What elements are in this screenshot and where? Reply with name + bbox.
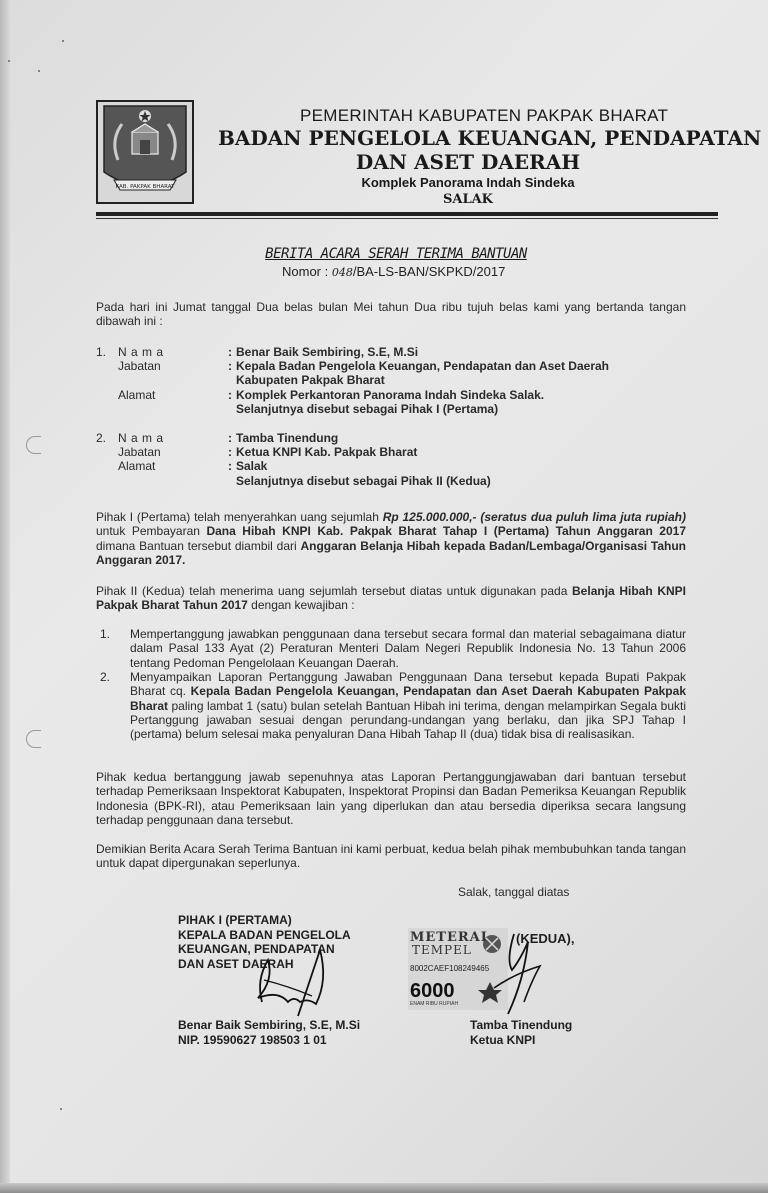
right-signatory-title: Ketua KNPI bbox=[470, 1033, 536, 1047]
party2-name: Tamba Tinendung bbox=[236, 431, 339, 445]
party2-designation: Selanjutnya disebut sebagai Pihak II (Kedua) bbox=[236, 474, 491, 488]
party2-address-label: Alamat bbox=[118, 459, 156, 473]
left-signatory-name: Benar Baik Sembiring, S.E, M.Si bbox=[178, 1018, 361, 1032]
intro-paragraph: Pada hari ini Jumat tanggal Dua belas bulan Mei tahun Dua ribu tujuh belas kami yang bertanda tangan dibawah ini : bbox=[96, 300, 686, 329]
left-signatory-nip: NIP. 19590627 198503 1 01 bbox=[178, 1033, 327, 1047]
para1-amount: Rp 125.000.000,- bbox=[382, 510, 481, 524]
page-bottom-shadow bbox=[0, 1183, 768, 1193]
para1-grant-name: Dana Hibah KNPI Kab. Pakpak Bharat Tahap I (Pertama) Tahun Anggaran 2017 bbox=[206, 524, 687, 539]
party1-designation: Selanjutnya disebut sebagai Pihak I (Pertama) bbox=[236, 402, 499, 416]
para1-text-a: Pihak I (Pertama) telah menyerahkan uang sejumlah bbox=[96, 510, 383, 524]
stamp-value: 6000 bbox=[410, 980, 455, 1002]
party2-name-label: N a m a bbox=[118, 431, 164, 445]
closing-paragraph: Demikian Berita Acara Serah Terima Bantuan ini kami perbuat, kedua belah pihak membubuhkan tanda tangan untuk dapat dipergunakan seperlunya. bbox=[96, 842, 686, 871]
obligation-1-number: 1. bbox=[100, 627, 111, 641]
stamp-serial: 8002CAEF108249465 bbox=[410, 964, 490, 973]
party2-position-label: Jabatan bbox=[118, 445, 161, 459]
party1-address-colon: : bbox=[228, 388, 232, 402]
party2-position: Ketua KNPI Kab. Pakpak Bharat bbox=[236, 445, 418, 459]
left-handwritten-signature bbox=[228, 940, 338, 1020]
obligation-2-text bbox=[130, 670, 686, 741]
party1-number: 1. bbox=[96, 345, 107, 359]
place-and-date: Salak, tanggal diatas bbox=[458, 885, 570, 899]
para2-text-b: dengan kewajiban : bbox=[247, 598, 355, 613]
left-sig-line2: KEPALA BADAN PENGELOLA bbox=[178, 927, 351, 942]
stamp-label-2: TEMPEL bbox=[412, 943, 472, 957]
para1-budget-source: Anggaran Belanja Hibah kepada Badan/Lembaga/Organisasi Tahun Anggaran 2017. bbox=[96, 538, 687, 567]
dust-speck bbox=[62, 40, 64, 42]
right-signatory-role: (KEDUA), bbox=[516, 931, 575, 946]
party1-name-label: N a m a bbox=[118, 345, 164, 359]
document-title: BERITA ACARA SERAH TERIMA BANTUAN bbox=[265, 246, 527, 262]
party1-name-colon: : bbox=[228, 345, 232, 359]
number-handwritten: 048 bbox=[331, 266, 353, 279]
letterhead-agency-line2: DAN ASET DAERAH bbox=[355, 150, 581, 174]
dust-speck bbox=[8, 60, 10, 62]
letterhead-divider-thick bbox=[96, 212, 718, 216]
para1-amount-words: (seratus dua puluh lima juta rupiah) bbox=[480, 510, 687, 524]
right-signatory-name: Tamba Tinendung bbox=[470, 1018, 573, 1032]
responsibility-paragraph: Pihak kedua bertanggung jawab sepenuhnya atas Laporan Pertanggungjawaban dari bantuan tersebut terhadap Pemeriksaan Inspektorat Kabupaten, Inspektorat Propinsi dan Badan Pemeriksa Keuangan Republik Indonesia (BPK-RI), atau Pemeriksaan lain yang diperlukan dan atau bersedia diperiksa secara langsung terhadap penggunaan dana tersebut. bbox=[96, 770, 686, 827]
party1-name: Benar Baik Sembiring, S.E, M.Si bbox=[236, 345, 419, 359]
left-sig-line3: KEUANGAN, PENDAPATAN bbox=[178, 942, 335, 956]
party1-position-label: Jabatan bbox=[118, 359, 161, 373]
dust-speck bbox=[38, 70, 40, 72]
para1-text-b: untuk Pembayaran bbox=[96, 524, 207, 539]
stamp-value-words: ENAM RIBU RUPIAH bbox=[410, 1001, 459, 1007]
para2-usage: Belanja Hibah KNPI Pakpak Bharat Tahun 2017 bbox=[96, 584, 686, 613]
number-code: /BA-LS-BAN/SKPKD/2017 bbox=[352, 264, 506, 279]
dust-speck bbox=[60, 1108, 62, 1110]
party1-address-label: Alamat bbox=[118, 388, 156, 402]
para1-text-c: dimana Bantuan tersebut diambil dari bbox=[96, 538, 301, 553]
receipt-paragraph bbox=[96, 584, 686, 613]
handover-paragraph bbox=[96, 510, 686, 567]
number-label: Nomor : bbox=[282, 264, 332, 279]
party2-number: 2. bbox=[96, 431, 107, 445]
stamp-label-1: METERAI bbox=[410, 930, 488, 945]
party1-position-colon: : bbox=[228, 359, 232, 373]
letterhead-city: SALAK bbox=[442, 192, 493, 207]
document-number bbox=[282, 264, 505, 279]
party2-address: Salak bbox=[236, 459, 268, 473]
left-sig-line4: DAN ASET DAERAH bbox=[178, 956, 294, 971]
page-edge-shadow bbox=[0, 0, 10, 1193]
party1-position-line2: Kabupaten Pakpak Bharat bbox=[236, 373, 385, 387]
party1-position-line1: Kepala Badan Pengelola Keuangan, Pendapatan dan Aset Daerah bbox=[236, 359, 609, 373]
regency-emblem-logo bbox=[96, 100, 194, 204]
obligation-2-number: 2. bbox=[100, 670, 111, 684]
obligation-2-recipient: Kepala Badan Pengelola Keuangan, Pendapatan dan Aset Daerah Kabupaten Pakpak Bharat bbox=[130, 684, 686, 713]
obligation-2-text-a: Menyampaikan Laporan Pertanggung Jawaban Penggunaan Dana tersebut kepada Bupati Pakpak Bharat cq. bbox=[130, 670, 686, 699]
party2-position-colon: : bbox=[228, 445, 232, 459]
punch-hole-mark bbox=[26, 730, 41, 748]
obligation-1-text: Mempertanggung jawabkan penggunaan dana tersebut secara formal dan material sebagaimana diatur dalam Pasal 133 Ayat (2) Peraturan Menteri Dalam Negeri Republik Indonesia No. 13 Tahun 2006 tentang Pedoman Pengelolaan Keuangan Daerah. bbox=[130, 627, 686, 670]
obligation-2-text-b: paling lambat 1 (satu) bulan setelah Bantuan Hibah ini terima, dengan melampirkan Segala bukti Pertanggung jawaban sesuai dengan perundang-undangan yang berlaku, dan jika SPJ Tahap I (pertama) belum selesai maka penyaluran Dana Hibah Tahap II (dua) tidak bisa di realisasikan. bbox=[130, 698, 686, 742]
punch-hole-mark bbox=[26, 436, 41, 454]
party1-address: Komplek Perkantoran Panorama Indah Sindeka Salak. bbox=[236, 388, 545, 402]
left-sig-line1: PIHAK I (PERTAMA) bbox=[178, 913, 292, 927]
letterhead-government: PEMERINTAH KABUPATEN PAKPAK BHARAT bbox=[300, 106, 669, 125]
right-handwritten-signature bbox=[484, 930, 564, 1020]
letterhead-divider-thin bbox=[96, 218, 718, 219]
letterhead-address: Komplek Panorama Indah Sindeka bbox=[361, 175, 575, 190]
party2-address-colon: : bbox=[228, 459, 232, 473]
party2-name-colon: : bbox=[228, 431, 232, 445]
letterhead-agency-line1: BADAN PENGELOLA KEUANGAN, PENDAPATAN bbox=[218, 126, 762, 150]
logo-ribbon-text: KAB. PAKPAK BHARAT bbox=[115, 184, 175, 190]
para2-text-a: Pihak II (Kedua) telah menerima uang sejumlah tersebut diatas untuk digunakan pada bbox=[96, 584, 573, 598]
